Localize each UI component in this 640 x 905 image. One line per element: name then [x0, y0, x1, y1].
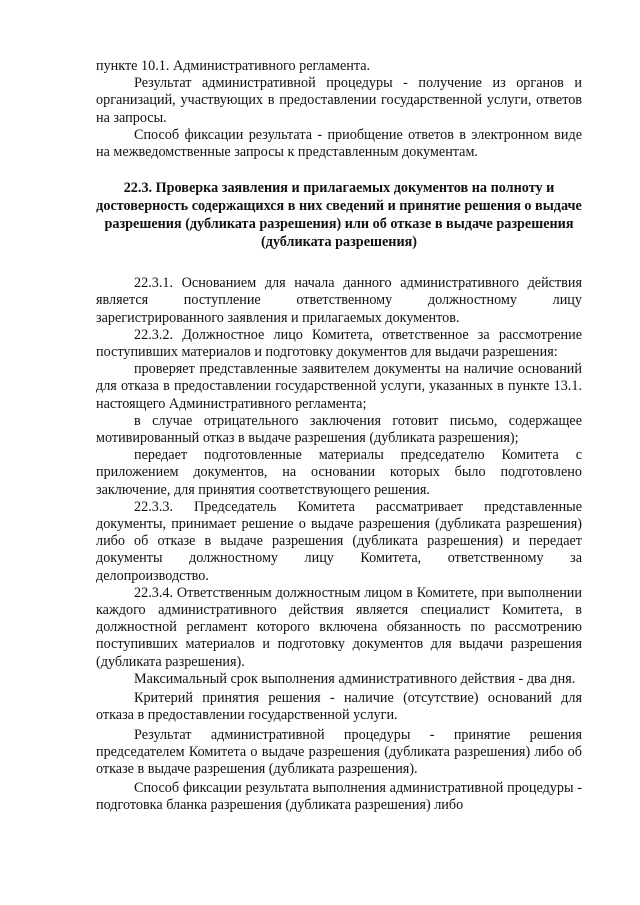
paragraph-22-3-3: 22.3.3. Председатель Комитета рассматривает представленные документы, принимает решение о выдаче разрешения (дубликата разрешения) либо об отказе в выдаче разрешения (дубликата разрешения) и передает документы должностному лицу Комитета, ответственному за делопроизводство. — [96, 498, 582, 584]
paragraph-procedure-result: Результат административной процедуры - получение из органов и организаций, участвующих в предоставлении государственной услуги, ответов на запросы. — [96, 75, 582, 126]
paragraph-procedure-result-2: Результат административной процедуры - принятие решения председателем Комитета о выдаче разрешения (дубликата разрешения) либо об отказе в выдаче разрешения (дубликата разрешения). — [96, 726, 582, 777]
paragraph-22-3-1: 22.3.1. Основанием для начала данного административного действия является поступление ответственному должностному лицу зарегистрированного заявления и прилагаемых документов. — [96, 275, 582, 326]
paragraph-22-3-2: 22.3.2. Должностное лицо Комитета, ответственное за рассмотрение поступивших материалов и подготовку документов для выдачи разрешения: — [96, 326, 582, 361]
section-heading-22-3: 22.3. Проверка заявления и прилагаемых документов на полноту и достоверность содержащихся в них сведений и принятие решения о выдаче разрешения (дубликата разрешения) или об отказе в выдаче разрешения (дубликата разрешения) — [96, 180, 582, 251]
paragraph-checks-documents: проверяет представленные заявителем документы на наличие оснований для отказа в предоставлении государственной услуги, указанных в пункте 13.1. настоящего Административного регламента; — [96, 361, 582, 412]
document-page — [96, 58, 582, 815]
paragraph-refusal-letter: в случае отрицательного заключения готовит письмо, содержащее мотивированный отказ в выдаче разрешения (дубликата разрешения); — [96, 412, 582, 447]
paragraph-continuation: пункте 10.1. Административного регламента. — [96, 58, 371, 74]
paragraph-fixation-method: Способ фиксации результата - приобщение ответов в электронном виде на межведомственные запросы к представленным документам. — [96, 126, 582, 161]
paragraph-fixation-method-2: Способ фиксации результата выполнения административной процедуры - подготовка бланка разрешения (дубликата разрешения) либо — [96, 780, 582, 814]
paragraph-22-3-4: 22.3.4. Ответственным должностным лицом в Комитете, при выполнении каждого административного действия является специалист Комитета, в должностной регламент которого включена обязанность по рассмотрению поступивших материалов и подготовку документов для выдачи разрешения (дубликата разрешения). — [96, 584, 582, 670]
paragraph-decision-criterion: Критерий принятия решения - наличие (отсутствие) оснований для отказа в предоставлении государственной услуги. — [96, 690, 582, 724]
paragraph-max-term: Максимальный срок выполнения административного действия - два дня. — [134, 670, 576, 687]
paragraph-transfer-materials: передает подготовленные материалы председателю Комитета с приложением документов, на основании которых было подготовлено заключение, для принятия соответствующего решения. — [96, 447, 582, 498]
